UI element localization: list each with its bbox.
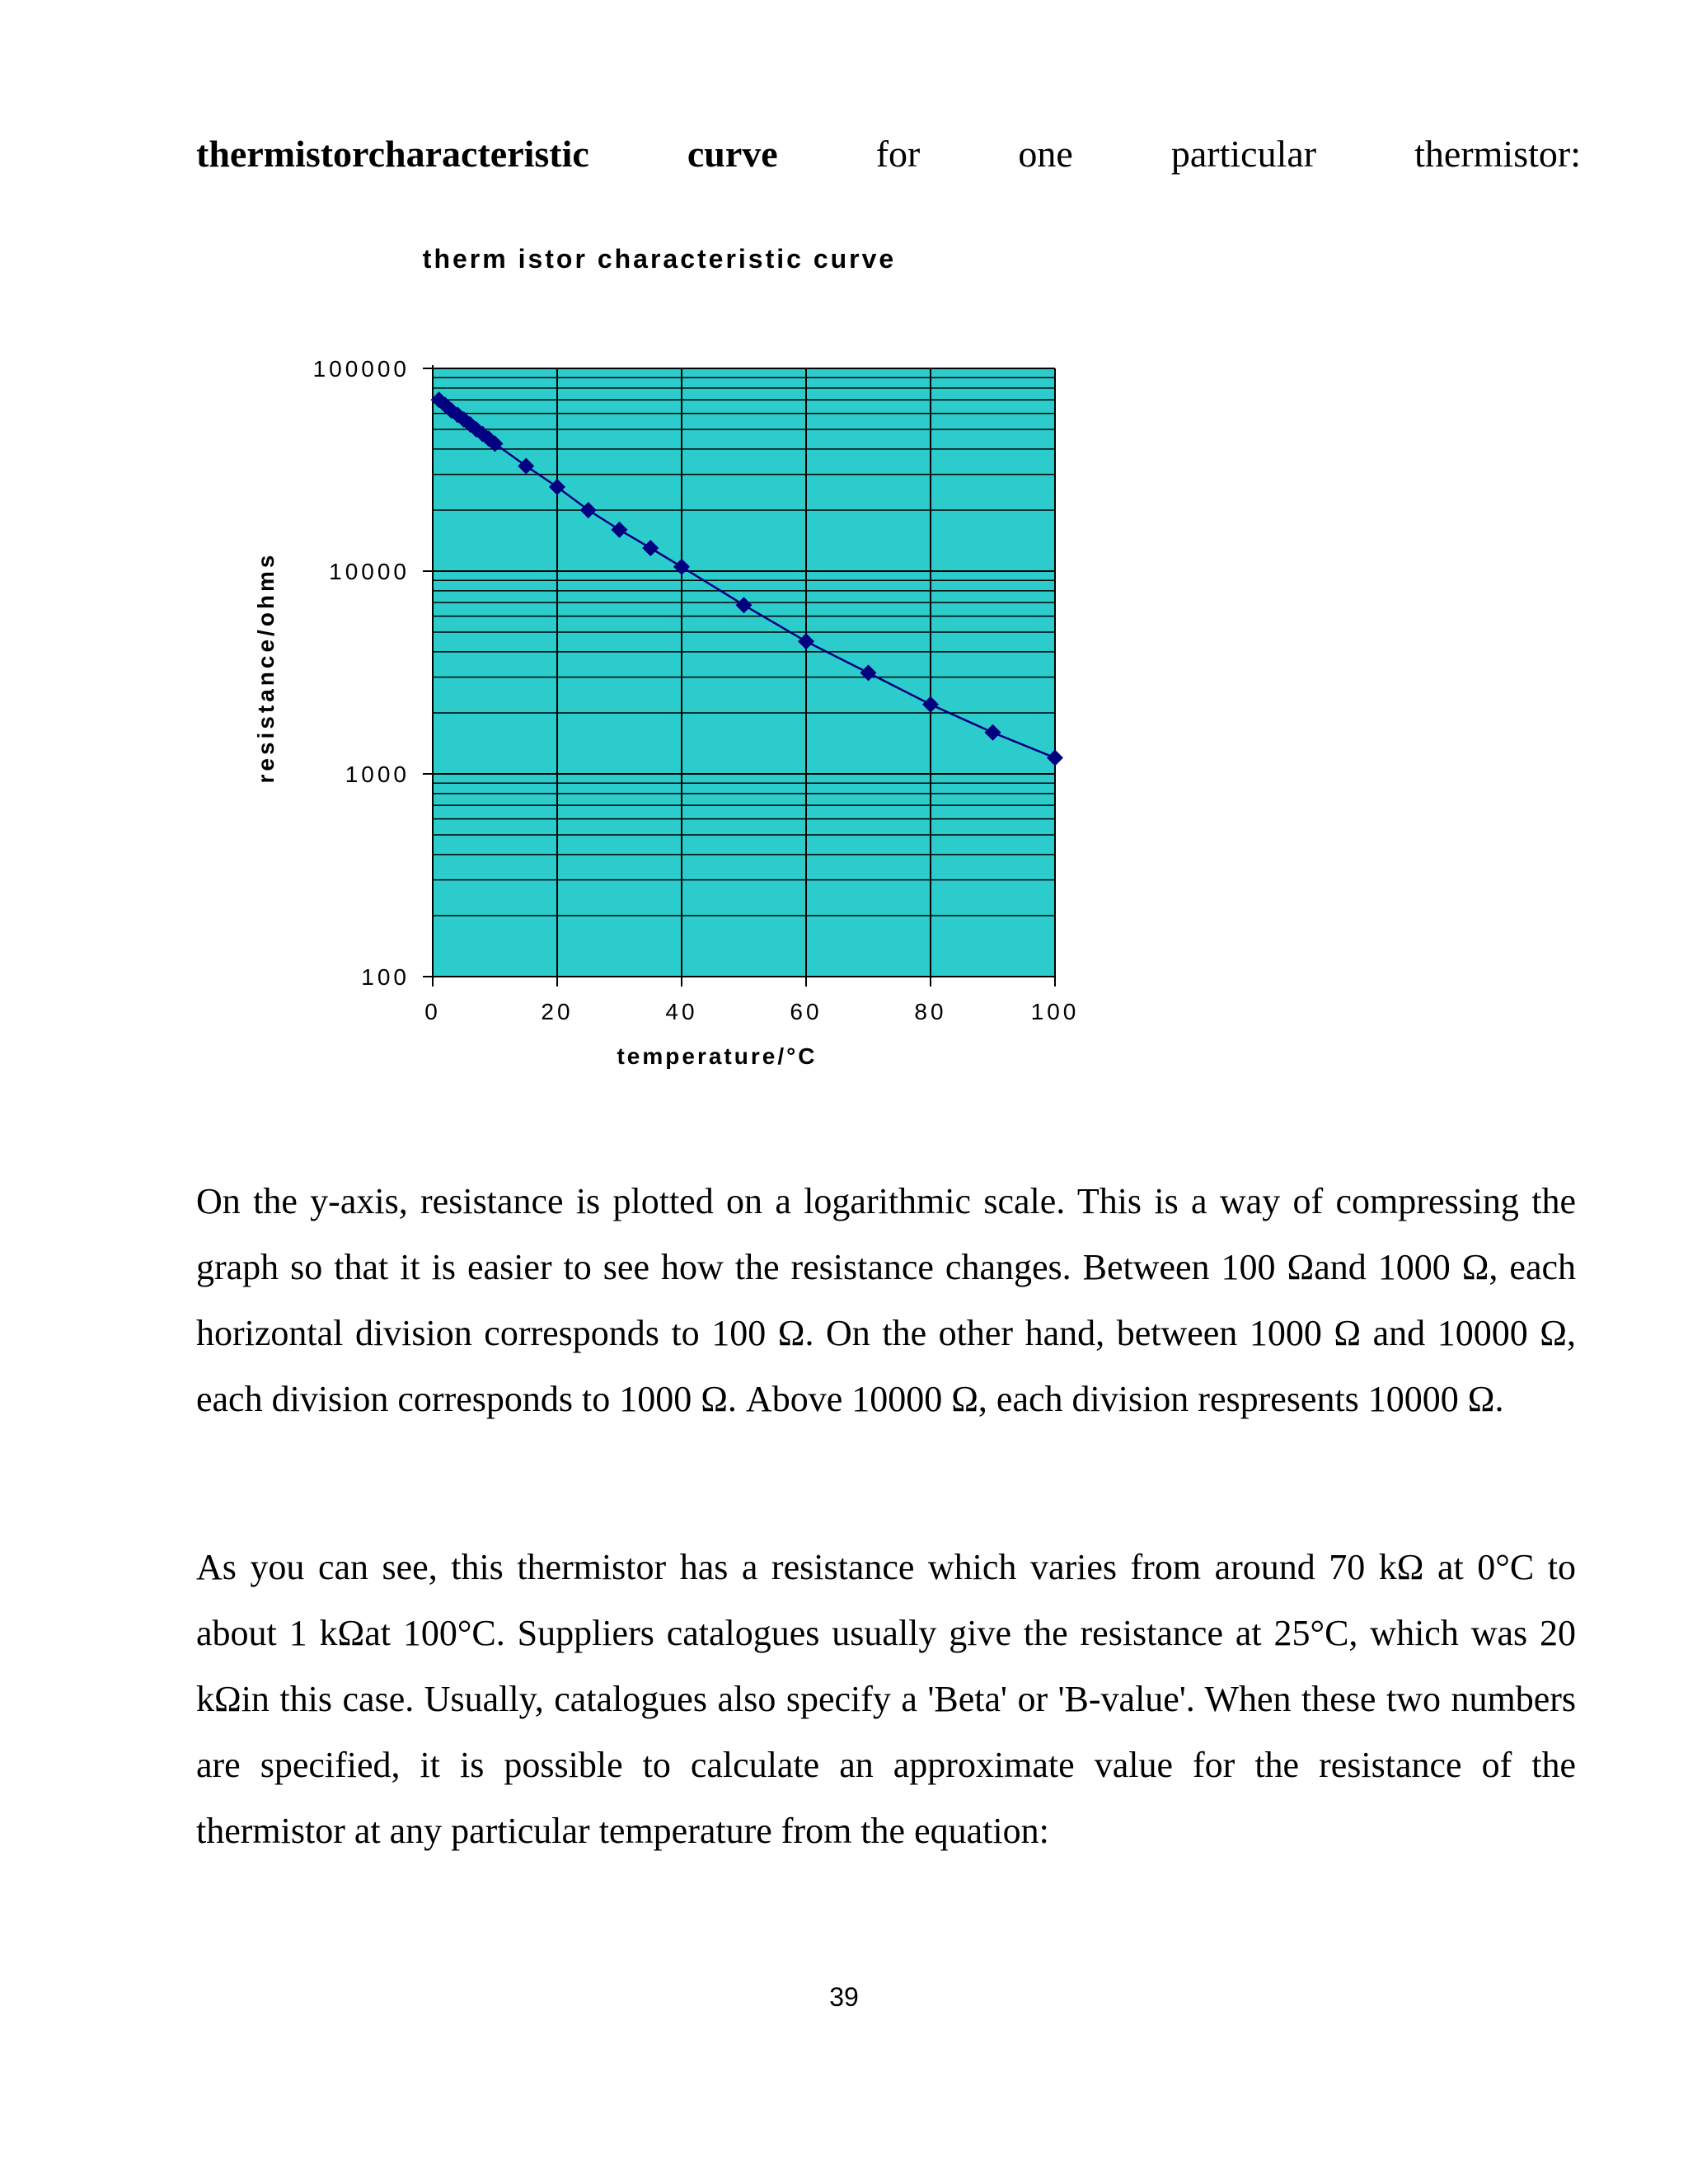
- x-tick-label: 80: [914, 999, 947, 1024]
- heading-word-6: thermistor:: [1414, 133, 1581, 175]
- y-axis-label: resistance/ohms: [253, 551, 279, 784]
- heading-word-4: one: [1018, 133, 1073, 175]
- heading-word-1: thermistorcharacteristic: [196, 133, 589, 175]
- x-tick-label: 40: [665, 999, 698, 1024]
- y-tick-label: 100000: [312, 356, 410, 382]
- x-tick-label: 60: [790, 999, 823, 1024]
- heading-word-3: for: [875, 133, 921, 175]
- y-tick-label: 100: [361, 964, 410, 990]
- x-tick-label: 100: [1030, 999, 1080, 1024]
- heading-line: [196, 132, 1581, 176]
- x-tick-label: 20: [541, 999, 574, 1024]
- paragraph-log-scale: On the y-axis, resistance is plotted on a logarithmic scale. This is a way of compressing the graph so that it is easier to see how the resistance changes. Between 100 Ωand 1000 Ω, each horizontal division corresponds to 100 Ω. On the other hand, between 1000 Ω and 10000 Ω, each division corresponds to 1000 Ω. Above 10000 Ω, each division respresents 10000 Ω.: [196, 1181, 1576, 1419]
- page-number: 39: [829, 1982, 859, 2012]
- x-tick-label: 0: [424, 999, 441, 1024]
- x-axis-label: temperature/°C: [617, 1043, 818, 1069]
- y-tick-label: 10000: [329, 559, 410, 584]
- heading-word-5: particular: [1170, 133, 1317, 175]
- heading-word-2: curve: [687, 133, 778, 175]
- y-tick-label: 1000: [345, 762, 410, 787]
- paragraph-resistance-range: As you can see, this thermistor has a resistance which varies from around 70 kΩ at 0°C to about 1 kΩat 100°C. Suppliers catalogues usually give the resistance at 25°C, which was 20 kΩin this case. Usually, catalogues also specify a 'Beta' or 'B-value'. When these two numbers are specified, it is possible to calculate an approximate value for the resistance of the thermistor at any particular temperature from the equation:: [196, 1547, 1576, 1851]
- thermistor-chart: [231, 235, 1121, 1100]
- chart-title: therm istor characteristic curve: [422, 244, 897, 274]
